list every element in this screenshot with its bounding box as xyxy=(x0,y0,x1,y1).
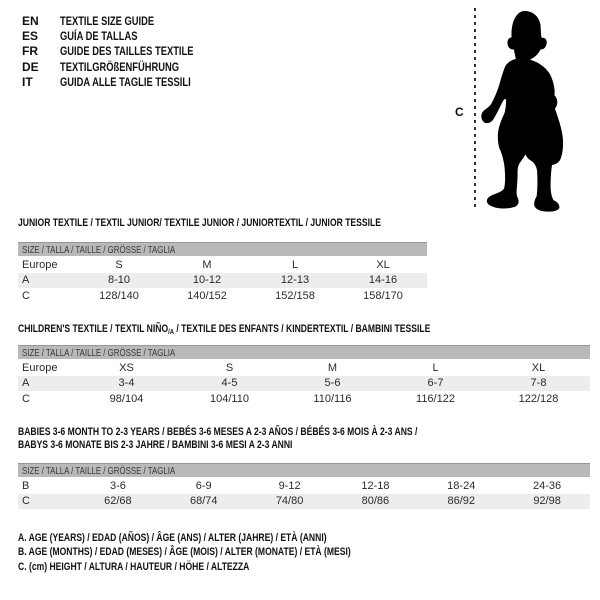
table-cell: L xyxy=(291,258,299,271)
table-cell: 98/104 xyxy=(109,392,144,405)
table-cell: 9-12 xyxy=(278,479,301,492)
table-cell: 74/80 xyxy=(275,495,304,508)
language-code: DE xyxy=(22,59,39,74)
language-title: TEXTILE SIZE GUIDE xyxy=(60,13,155,28)
table-row xyxy=(18,257,427,273)
row-label: A xyxy=(22,377,30,390)
size-header-bar: SIZE / TALLA / TAILLE / GRÖSSE / TAGLIA xyxy=(18,345,590,359)
table-cell: S xyxy=(115,258,123,271)
baby-silhouette xyxy=(478,4,598,214)
table-cell: 68/74 xyxy=(189,495,218,508)
babies-table xyxy=(18,478,590,509)
table-row xyxy=(18,478,590,494)
language-row xyxy=(22,44,231,59)
junior-section-title: JUNIOR TEXTILE / TEXTIL JUNIOR/ TEXTILE JUNIOR / JUNIORTEXTIL / JUNIOR TESSILE xyxy=(18,217,381,229)
table-cell: 12-18 xyxy=(361,479,390,492)
table-cell: 158/170 xyxy=(363,289,403,302)
table-cell: 80/86 xyxy=(361,495,390,508)
table-cell: 110/116 xyxy=(313,392,352,405)
table-cell: XL xyxy=(531,361,546,374)
table-cell: 6-7 xyxy=(427,377,444,390)
table-row xyxy=(18,288,427,304)
row-label: A xyxy=(22,274,30,287)
table-cell: M xyxy=(202,258,212,271)
table-cell: 24-36 xyxy=(533,479,562,492)
table-cell: XL xyxy=(376,258,390,271)
footnote-b: B. AGE (MONTHS) / EDAD (MESES) / ÂGE (MOIS) / ALTER (MONATE) / ETÀ (MESI) xyxy=(18,546,351,559)
table-cell: 4-5 xyxy=(221,377,238,390)
row-label: B xyxy=(22,479,30,492)
children-section-title: CHILDREN'S TEXTILE / TEXTIL $NIÑO_{/A}$ / TEXTILE DES ENFANTS / KINDERTEXTIL / BAMBINI TESSILE xyxy=(18,323,431,336)
language-code: FR xyxy=(22,44,38,59)
language-title: GUÍA DE TALLAS xyxy=(60,29,138,44)
language-code: IT xyxy=(22,75,33,90)
language-row xyxy=(22,75,231,90)
row-label: C xyxy=(22,392,30,405)
footnotes xyxy=(18,531,445,574)
table-cell: 12-13 xyxy=(280,274,310,287)
language-code: EN xyxy=(22,13,39,28)
table-cell: 92/98 xyxy=(533,495,561,508)
size-header-bar: SIZE / TALLA / TAILLE / GRÖSSE / TAGLIA xyxy=(18,242,427,256)
row-label: Europe xyxy=(22,258,58,271)
table-cell: 5-6 xyxy=(324,377,341,390)
language-title: TEXTILGRÖßENFÜHRUNG xyxy=(60,59,180,74)
table-cell: M xyxy=(327,361,338,374)
table-cell: 152/158 xyxy=(275,289,315,302)
table-cell: 3-6 xyxy=(109,479,126,492)
language-title: GUIDA ALLE TAGLIE TESSILI xyxy=(60,75,191,90)
row-label: C xyxy=(22,495,30,508)
language-code: ES xyxy=(22,29,39,44)
table-cell: S xyxy=(225,361,234,374)
language-row xyxy=(22,59,231,74)
babies-section-title: BABIES 3-6 MONTH TO 2-3 YEARS / BEBÉS 3-6 MESES A 2-3 AÑOS / BÉBÉS 3-6 MOIS À 2-3 ANS / BABYS 3-6 MONATE BIS 2-3 JAHRE / BAMBINI 3-6 MESI A 2-3 ANNI xyxy=(18,426,418,451)
table-cell: 8-10 xyxy=(107,274,131,287)
language-row xyxy=(22,28,231,43)
row-label: Europe xyxy=(22,361,58,374)
table-row xyxy=(18,360,590,376)
junior-table xyxy=(18,257,427,304)
table-cell: 7-8 xyxy=(530,377,547,390)
table-cell: 116/122 xyxy=(416,392,455,405)
language-title: GUIDE DES TAILLES TEXTILE xyxy=(60,44,194,59)
subscript-a: /A xyxy=(168,327,174,336)
row-label: C xyxy=(22,289,30,302)
language-row xyxy=(22,13,231,28)
table-cell: 18-24 xyxy=(447,479,476,492)
children-table xyxy=(18,360,590,407)
table-row xyxy=(18,494,590,510)
table-cell: 3-4 xyxy=(118,377,135,390)
height-measure-line xyxy=(474,8,476,210)
footnote-c: C. (cm) HEIGHT / ALTURA / HAUTEUR / HÖHE / ALTEZZA xyxy=(18,560,250,573)
table-cell: 6-9 xyxy=(195,479,212,492)
language-list xyxy=(22,13,231,90)
table-row xyxy=(18,376,590,392)
table-cell: 14-16 xyxy=(368,274,398,287)
table-cell: XS xyxy=(119,361,134,374)
table-cell: 86/92 xyxy=(447,495,475,508)
height-measure-label: C xyxy=(455,105,464,119)
table-cell: 10-12 xyxy=(192,274,222,287)
table-row xyxy=(18,273,427,289)
table-cell: 122/128 xyxy=(518,392,559,405)
size-header-bar: SIZE / TALLA / TAILLE / GRÖSSE / TAGLIA xyxy=(18,463,590,477)
footnote-a: A. AGE (YEARS) / EDAD (AÑOS) / ÂGE (ANS) / ALTER (JAHRE) / ETÀ (ANNI) xyxy=(18,532,327,545)
table-cell: 104/110 xyxy=(210,392,249,405)
table-cell: 62/68 xyxy=(104,495,132,508)
table-cell: L xyxy=(432,361,439,374)
table-cell: 140/152 xyxy=(187,289,227,302)
table-cell: 128/140 xyxy=(99,289,139,302)
table-row xyxy=(18,391,590,407)
